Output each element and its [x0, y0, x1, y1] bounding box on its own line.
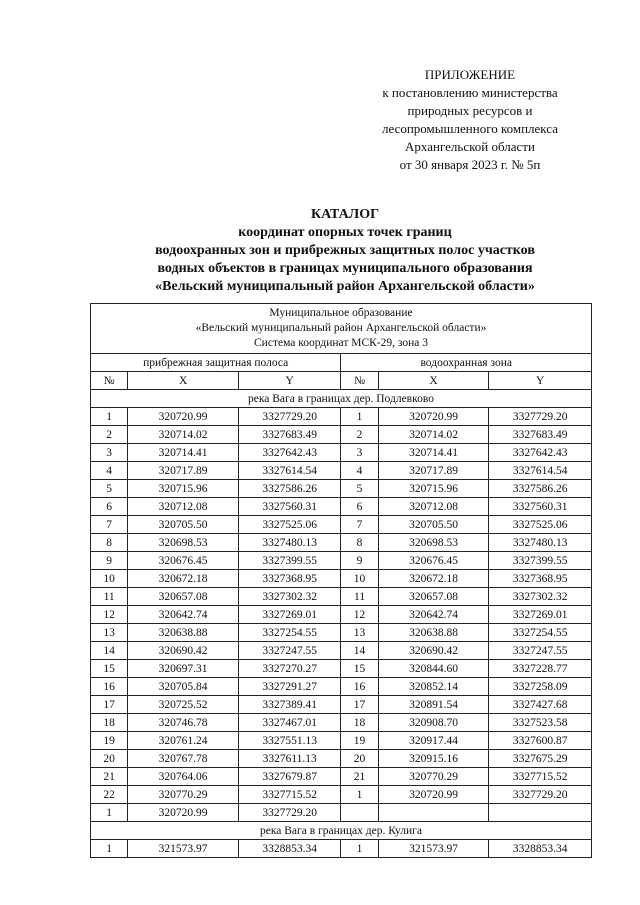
y-coordinate-cell: 3327254.55 [238, 624, 341, 642]
point-number-cell: 13 [341, 624, 378, 642]
x-coordinate-cell: 320672.18 [378, 570, 489, 588]
x-coordinate-cell: 320844.60 [378, 660, 489, 678]
y-coordinate-cell: 3327560.31 [489, 498, 592, 516]
col-y-header: Y [238, 372, 341, 390]
y-coordinate-cell: 3327399.55 [238, 552, 341, 570]
y-coordinate-cell: 3327269.01 [238, 606, 341, 624]
point-number-cell: 3 [91, 444, 128, 462]
y-coordinate-cell [489, 804, 592, 822]
table-row [91, 804, 592, 822]
y-coordinate-cell: 3327683.49 [238, 426, 341, 444]
table-header-row [91, 304, 592, 354]
x-coordinate-cell: 320770.29 [378, 768, 489, 786]
table-row [91, 696, 592, 714]
point-number-cell: 5 [341, 480, 378, 498]
y-coordinate-cell: 3327715.52 [238, 786, 341, 804]
y-coordinate-cell: 3327729.20 [489, 786, 592, 804]
x-coordinate-cell: 320705.50 [378, 516, 489, 534]
x-coordinate-cell: 320672.18 [128, 570, 239, 588]
point-number-cell: 4 [341, 462, 378, 480]
table-row [91, 588, 592, 606]
y-coordinate-cell: 3327523.58 [489, 714, 592, 732]
y-coordinate-cell: 3327614.54 [238, 462, 341, 480]
x-coordinate-cell: 320917.44 [378, 732, 489, 750]
x-coordinate-cell: 320715.96 [128, 480, 239, 498]
point-number-cell: 1 [341, 786, 378, 804]
y-coordinate-cell: 3328853.34 [489, 840, 592, 858]
x-coordinate-cell: 320712.08 [128, 498, 239, 516]
x-coordinate-cell: 320714.02 [128, 426, 239, 444]
table-row [91, 462, 592, 480]
point-number-cell [341, 804, 378, 822]
point-number-cell: 9 [91, 552, 128, 570]
appendix-line: природных ресурсов и [407, 103, 533, 118]
y-coordinate-cell: 3327586.26 [489, 480, 592, 498]
y-coordinate-cell: 3327715.52 [489, 768, 592, 786]
point-number-cell: 21 [91, 768, 128, 786]
x-coordinate-cell: 320720.99 [378, 408, 489, 426]
table-row [91, 678, 592, 696]
y-coordinate-cell: 3327614.54 [489, 462, 592, 480]
x-coordinate-cell: 320852.14 [378, 678, 489, 696]
x-coordinate-cell: 320891.54 [378, 696, 489, 714]
y-coordinate-cell: 3327525.06 [238, 516, 341, 534]
table-row [91, 570, 592, 588]
table-row [91, 552, 592, 570]
x-coordinate-cell: 320698.53 [378, 534, 489, 552]
y-coordinate-cell: 3328853.34 [238, 840, 341, 858]
y-coordinate-cell: 3327560.31 [238, 498, 341, 516]
y-coordinate-cell: 3327270.27 [238, 660, 341, 678]
table-row [91, 534, 592, 552]
point-number-cell: 3 [341, 444, 378, 462]
col-num-header: № [341, 372, 378, 390]
y-coordinate-cell: 3327368.95 [238, 570, 341, 588]
y-coordinate-cell: 3327611.13 [238, 750, 341, 768]
point-number-cell: 21 [341, 768, 378, 786]
y-coordinate-cell: 3327389.41 [238, 696, 341, 714]
coastal-strip-header: прибрежная защитная полоса [91, 354, 341, 372]
table-row [91, 444, 592, 462]
x-coordinate-cell: 320705.50 [128, 516, 239, 534]
point-number-cell: 17 [341, 696, 378, 714]
group-header-row [91, 354, 592, 372]
point-number-cell: 17 [91, 696, 128, 714]
catalog-title-line: водных объектов в границах муниципального образования [157, 261, 533, 276]
y-coordinate-cell: 3327683.49 [489, 426, 592, 444]
x-coordinate-cell: 320767.78 [128, 750, 239, 768]
x-coordinate-cell: 320690.42 [378, 642, 489, 660]
point-number-cell: 1 [341, 840, 378, 858]
point-number-cell: 22 [91, 786, 128, 804]
table-row [91, 408, 592, 426]
x-coordinate-cell: 320715.96 [378, 480, 489, 498]
x-coordinate-cell: 320698.53 [128, 534, 239, 552]
y-coordinate-cell: 3327729.20 [489, 408, 592, 426]
point-number-cell: 20 [91, 750, 128, 768]
x-coordinate-cell: 320717.89 [378, 462, 489, 480]
point-number-cell: 13 [91, 624, 128, 642]
y-coordinate-cell: 3327480.13 [489, 534, 592, 552]
y-coordinate-cell: 3327247.55 [238, 642, 341, 660]
x-coordinate-cell: 321573.97 [128, 840, 239, 858]
point-number-cell: 8 [341, 534, 378, 552]
table-row [91, 750, 592, 768]
x-coordinate-cell: 320714.41 [128, 444, 239, 462]
water-protection-zone-header: водоохранная зона [341, 354, 592, 372]
y-coordinate-cell: 3327586.26 [238, 480, 341, 498]
x-coordinate-cell: 320638.88 [378, 624, 489, 642]
point-number-cell: 4 [91, 462, 128, 480]
y-coordinate-cell: 3327679.87 [238, 768, 341, 786]
y-coordinate-cell: 3327467.01 [238, 714, 341, 732]
catalog-title-line: «Вельский муниципальный район Архангельской области» [155, 279, 535, 294]
x-coordinate-cell: 320720.99 [378, 786, 489, 804]
y-coordinate-cell: 3327247.55 [489, 642, 592, 660]
y-coordinate-cell: 3327729.20 [238, 408, 341, 426]
x-coordinate-cell: 320720.99 [128, 408, 239, 426]
point-number-cell: 2 [91, 426, 128, 444]
x-coordinate-cell: 320705.84 [128, 678, 239, 696]
catalog-title-line: водоохранных зон и прибрежных защитных полос участков [155, 243, 535, 258]
x-coordinate-cell: 320908.70 [378, 714, 489, 732]
appendix-header [355, 66, 585, 174]
col-y-header: Y [489, 372, 592, 390]
point-number-cell: 5 [91, 480, 128, 498]
point-number-cell: 7 [341, 516, 378, 534]
y-coordinate-cell: 3327427.68 [489, 696, 592, 714]
table-row [91, 660, 592, 678]
catalog-title-line: КАТАЛОГ [310, 207, 379, 222]
y-coordinate-cell: 3327258.09 [489, 678, 592, 696]
y-coordinate-cell: 3327675.29 [489, 750, 592, 768]
col-x-header: X [378, 372, 489, 390]
table-row [91, 840, 592, 858]
point-number-cell: 10 [91, 570, 128, 588]
point-number-cell: 10 [341, 570, 378, 588]
x-coordinate-cell: 320717.89 [128, 462, 239, 480]
point-number-cell: 14 [91, 642, 128, 660]
col-num-header: № [91, 372, 128, 390]
point-number-cell: 1 [91, 840, 128, 858]
point-number-cell: 15 [91, 660, 128, 678]
x-coordinate-cell: 320725.52 [128, 696, 239, 714]
header-line: Муниципальное образование [269, 307, 413, 319]
y-coordinate-cell: 3327302.32 [489, 588, 592, 606]
table-row [91, 498, 592, 516]
x-coordinate-cell: 320638.88 [128, 624, 239, 642]
point-number-cell: 19 [91, 732, 128, 750]
point-number-cell: 6 [341, 498, 378, 516]
col-x-header: X [128, 372, 239, 390]
point-number-cell: 1 [91, 804, 128, 822]
appendix-line: от 30 января 2023 г. № 5п [399, 157, 541, 172]
x-coordinate-cell: 320770.29 [128, 786, 239, 804]
x-coordinate-cell: 320676.45 [378, 552, 489, 570]
y-coordinate-cell: 3327269.01 [489, 606, 592, 624]
point-number-cell: 11 [91, 588, 128, 606]
y-coordinate-cell: 3327642.43 [489, 444, 592, 462]
point-number-cell: 16 [91, 678, 128, 696]
x-coordinate-cell: 320697.31 [128, 660, 239, 678]
y-coordinate-cell: 3327551.13 [238, 732, 341, 750]
table-row [91, 606, 592, 624]
coordinates-table [90, 303, 592, 858]
section-title-row [91, 822, 592, 840]
y-coordinate-cell: 3327254.55 [489, 624, 592, 642]
x-coordinate-cell: 320642.74 [378, 606, 489, 624]
x-coordinate-cell: 320676.45 [128, 552, 239, 570]
y-coordinate-cell: 3327642.43 [238, 444, 341, 462]
x-coordinate-cell: 320657.08 [128, 588, 239, 606]
x-coordinate-cell: 320714.41 [378, 444, 489, 462]
point-number-cell: 14 [341, 642, 378, 660]
point-number-cell: 8 [91, 534, 128, 552]
x-coordinate-cell: 320915.16 [378, 750, 489, 768]
appendix-line: ПРИЛОЖЕНИЕ [424, 67, 516, 82]
appendix-line: лесопромышленного комплекса [381, 121, 558, 136]
header-line: Система координат МСК-29, зона 3 [254, 337, 428, 349]
point-number-cell: 2 [341, 426, 378, 444]
table-row [91, 624, 592, 642]
table-row [91, 480, 592, 498]
x-coordinate-cell: 320764.06 [128, 768, 239, 786]
point-number-cell: 11 [341, 588, 378, 606]
y-coordinate-cell: 3327399.55 [489, 552, 592, 570]
x-coordinate-cell: 320657.08 [378, 588, 489, 606]
catalog-title [60, 206, 630, 296]
point-number-cell: 18 [341, 714, 378, 732]
y-coordinate-cell: 3327228.77 [489, 660, 592, 678]
point-number-cell: 19 [341, 732, 378, 750]
table-row [91, 714, 592, 732]
x-coordinate-cell: 320720.99 [128, 804, 239, 822]
point-number-cell: 18 [91, 714, 128, 732]
catalog-title-line: координат опорных точек границ [238, 225, 452, 240]
point-number-cell: 16 [341, 678, 378, 696]
table-row [91, 426, 592, 444]
y-coordinate-cell: 3327525.06 [489, 516, 592, 534]
table-row [91, 516, 592, 534]
x-coordinate-cell: 321573.97 [378, 840, 489, 858]
x-coordinate-cell: 320712.08 [378, 498, 489, 516]
appendix-line: Архангельской области [405, 139, 535, 154]
y-coordinate-cell: 3327368.95 [489, 570, 592, 588]
point-number-cell: 12 [91, 606, 128, 624]
x-coordinate-cell: 320714.02 [378, 426, 489, 444]
municipality-header-cell [91, 304, 592, 354]
y-coordinate-cell: 3327480.13 [238, 534, 341, 552]
section-title: река Вага в границах дер. Кулига [91, 822, 592, 840]
header-line: «Вельский муниципальный район Архангельской области» [195, 322, 487, 334]
section-title-row [91, 390, 592, 408]
table-row [91, 786, 592, 804]
y-coordinate-cell: 3327600.87 [489, 732, 592, 750]
y-coordinate-cell: 3327302.32 [238, 588, 341, 606]
y-coordinate-cell: 3327291.27 [238, 678, 341, 696]
x-coordinate-cell [378, 804, 489, 822]
point-number-cell: 20 [341, 750, 378, 768]
section-title: река Вага в границах дер. Подлевково [91, 390, 592, 408]
point-number-cell: 1 [341, 408, 378, 426]
x-coordinate-cell: 320642.74 [128, 606, 239, 624]
table-row [91, 642, 592, 660]
x-coordinate-cell: 320690.42 [128, 642, 239, 660]
point-number-cell: 12 [341, 606, 378, 624]
table-row [91, 732, 592, 750]
point-number-cell: 6 [91, 498, 128, 516]
x-coordinate-cell: 320746.78 [128, 714, 239, 732]
x-coordinate-cell: 320761.24 [128, 732, 239, 750]
column-header-row [91, 372, 592, 390]
appendix-line: к постановлению министерства [382, 85, 558, 100]
point-number-cell: 7 [91, 516, 128, 534]
y-coordinate-cell: 3327729.20 [238, 804, 341, 822]
point-number-cell: 9 [341, 552, 378, 570]
table-row [91, 768, 592, 786]
point-number-cell: 1 [91, 408, 128, 426]
point-number-cell: 15 [341, 660, 378, 678]
